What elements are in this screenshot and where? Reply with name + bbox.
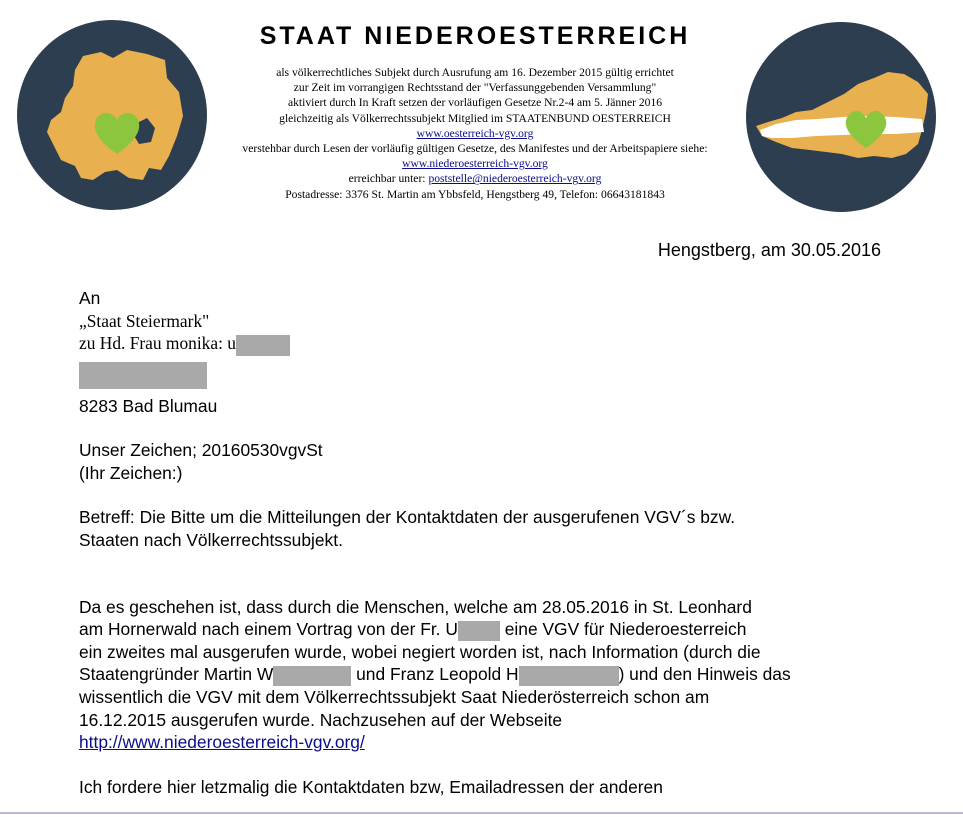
lower-austria-map-icon	[17, 20, 207, 210]
state-title: STAAT NIEDEROESTERREICH	[259, 22, 691, 50]
body-text-segment: eine VGV für Niederoesterreich	[499, 619, 747, 640]
postal-address: Postadresse: 3376 St. Martin am Ybbsfeld, Hengstberg 49, Telefon: 06643181843	[285, 187, 665, 201]
email-link[interactable]: poststelle@niederoesterreich-vgv.org	[428, 172, 602, 186]
austria-logo	[746, 22, 936, 212]
redaction-box	[236, 335, 290, 356]
body-paragraph	[79, 596, 899, 754]
subject-line: Betreff: Die Bitte um die Mitteilungen der Kontaktdaten der ausgerufenen VGV´s bzw.	[79, 507, 736, 528]
lower-austria-logo	[17, 20, 207, 210]
subject-line: Staaten nach Völkerrechtssubjekt.	[79, 530, 343, 551]
body-text-segment: ) und den Hinweis das	[618, 664, 791, 685]
header-line: als völkerrechtliches Subjekt durch Ausrufung am 16. Dezember 2015 gültig errichtet	[276, 66, 674, 79]
body-text-segment: Staatengründer Martin W	[79, 664, 274, 685]
website-link-austria[interactable]: www.oesterreich-vgv.org	[416, 126, 534, 140]
header-line: zur Zeit im vorrangigen Rechtsstand der "Verfassunggebenden Versammlung"	[293, 81, 657, 95]
body-line: Da es geschehen ist, dass durch die Menschen, welche am 28.05.2016 in St. Leonhard	[79, 596, 752, 617]
redaction-box	[79, 362, 207, 389]
our-reference: Unser Zeichen; 20160530vgvSt	[79, 440, 323, 461]
website-link-lower-austria[interactable]: www.niederoesterreich-vgv.org	[402, 157, 548, 171]
body-line: 16.12.2015 ausgerufen wurde. Nachzusehen auf der Webseite	[79, 709, 563, 730]
attn-text: zu Hd. Frau monika: u	[79, 333, 236, 354]
website-link-body[interactable]: http://www.niederoesterreich-vgv.org/	[79, 732, 365, 753]
letter-body	[79, 287, 919, 798]
body-line: ein zweites mal ausgerufen wurde, wobei negiert worden ist, nach Information (durch die	[79, 641, 761, 662]
recipient-street	[79, 362, 919, 389]
closing-line: Ich fordere hier letzmalig die Kontaktdaten bzw, Emailadressen der anderen	[79, 776, 663, 797]
recipient-city: 8283 Bad Blumau	[79, 395, 218, 416]
your-reference: (Ihr Zeichen:)	[79, 462, 183, 483]
recipient-an: An	[79, 288, 101, 308]
redaction-box	[273, 666, 351, 686]
austria-map-icon	[746, 22, 936, 212]
date-line: Hengstberg, am 30.05.2016	[657, 240, 881, 260]
redaction-box	[519, 666, 619, 686]
header-line: aktiviert durch In Kraft setzen der vorläufigen Gesetze Nr.2-4 am 5. Jänner 2016	[287, 96, 663, 110]
header-line: gleichzeitig als Völkerrechtssubjekt Mitglied im STAATENBUND OESTERREICH	[279, 111, 671, 125]
body-text-segment: und Franz Leopold H	[356, 664, 519, 685]
recipient-attn	[79, 332, 919, 356]
body-line	[79, 618, 899, 641]
body-line: wissentlich die VGV mit dem Völkerrechtssubjekt Saat Niederösterreich schon am	[79, 687, 710, 708]
body-text-segment: am Hornerwald nach einem Vortrag von der Fr. U	[79, 619, 458, 640]
header-line: verstehbar durch Lesen der vorläufig gültigen Gesetze, des Manifestes und der Arbeitspapiere siehe:	[242, 142, 708, 156]
page-divider	[0, 812, 963, 814]
redaction-box	[458, 621, 500, 641]
reach-label: erreichbar unter:	[348, 172, 426, 186]
letterhead	[205, 22, 745, 202]
body-line	[79, 663, 899, 686]
recipient-org: „Staat Steiermark"	[79, 310, 210, 331]
